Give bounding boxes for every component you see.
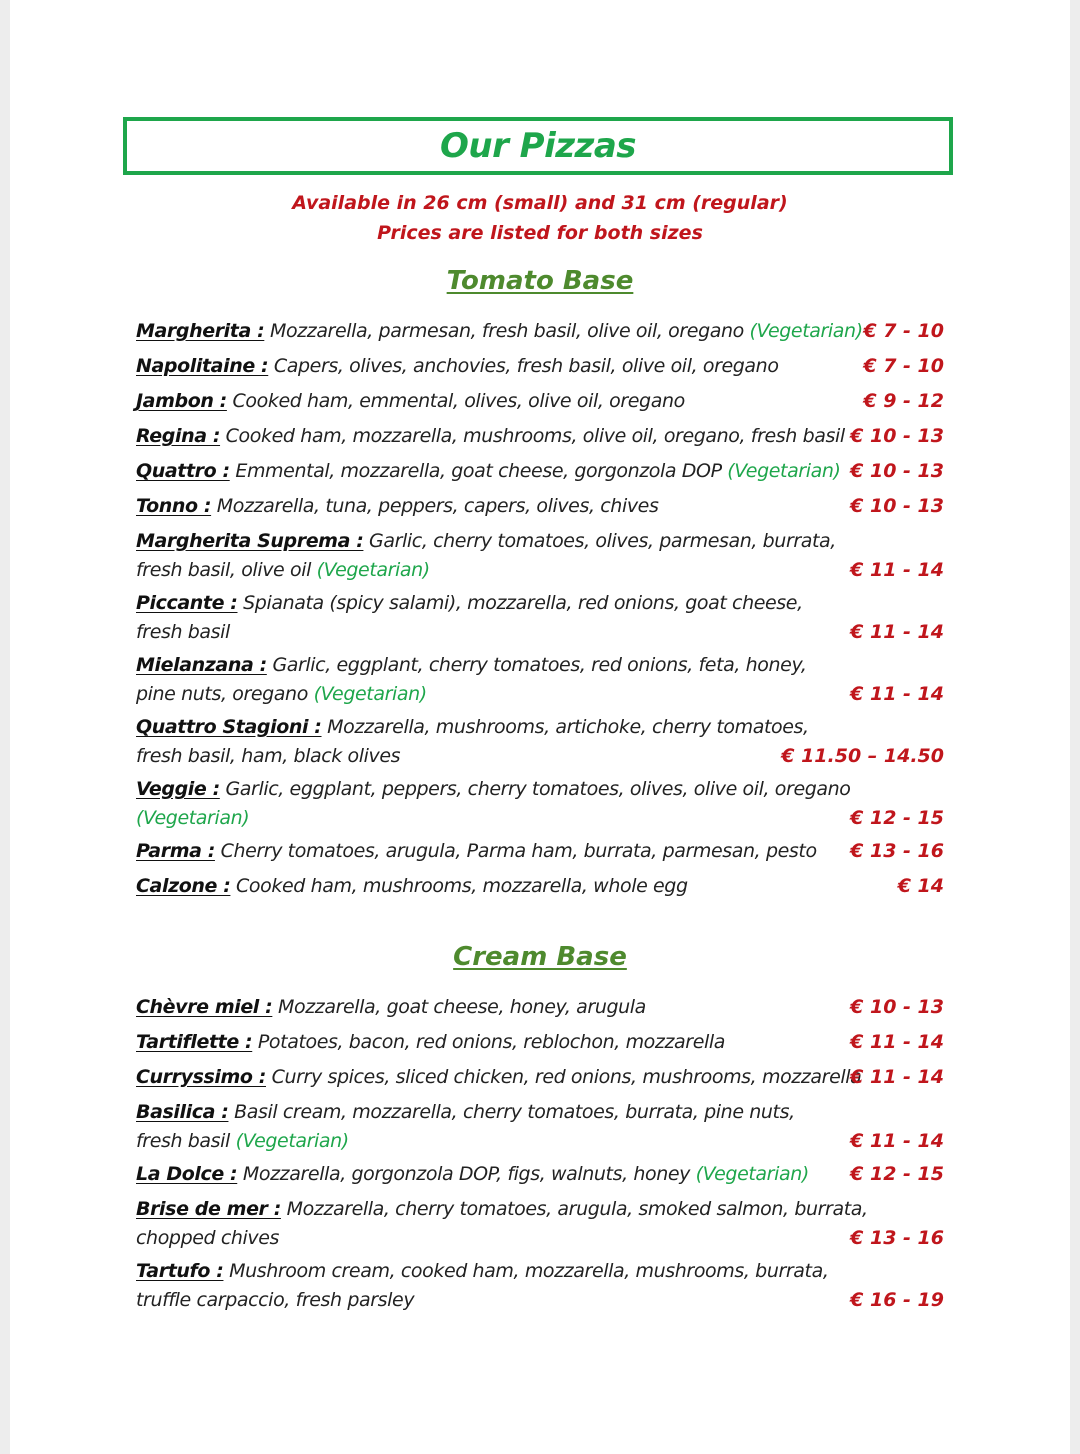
pizza-ingredients: Capers, olives, anchovies, fresh basil, olive oil, oregano <box>268 355 779 377</box>
pizza-name: Tartiflette : <box>136 1031 253 1053</box>
pizza-ingredients: Mushroom cream, cooked ham, mozzarella, mushrooms, burrata, <box>223 1260 829 1282</box>
title-box <box>123 117 953 175</box>
menu-item <box>136 710 944 772</box>
pizza-price: € 11 - 14 <box>850 559 944 581</box>
menu-item-line <box>136 1126 944 1157</box>
menu-item-line <box>136 869 944 904</box>
menu-item <box>136 586 944 648</box>
menu-item <box>136 314 944 349</box>
pizza-ingredients-continued: fresh basil, olive oil <box>136 559 317 581</box>
pizza-price: € 11 - 14 <box>850 1066 944 1088</box>
vegetarian-tag: (Vegetarian) <box>727 460 841 482</box>
menu-item <box>136 1192 944 1254</box>
pizza-ingredients: Basil cream, mozzarella, cherry tomatoes, burrata, pine nuts, <box>228 1101 795 1123</box>
pizza-ingredients: Emmental, mozzarella, goat cheese, gorgonzola DOP <box>229 460 728 482</box>
pizza-name: Quattro : <box>136 460 230 482</box>
prices-note: Prices are listed for both sizes <box>377 222 703 244</box>
sizes-note: Available in 26 cm (small) and 31 cm (regular) <box>292 192 788 214</box>
menu-item <box>136 1254 944 1316</box>
pizza-ingredients: Mozzarella, gorgonzola DOP, figs, walnuts, honey <box>237 1163 696 1185</box>
menu-item <box>136 1095 944 1157</box>
pizza-ingredients-continued: fresh basil <box>136 621 230 643</box>
pizza-name: Brise de mer : <box>136 1198 281 1220</box>
pizza-name: Calzone : <box>136 875 231 897</box>
menu-item <box>136 1060 944 1095</box>
pizza-price: € 10 - 13 <box>850 495 944 517</box>
cream-base-heading: Cream Base <box>453 942 627 972</box>
pizza-price: € 12 - 15 <box>850 807 944 829</box>
pizza-ingredients: Cooked ham, mushrooms, mozzarella, whole egg <box>230 875 688 897</box>
menu-item-line <box>136 803 944 834</box>
menu-item-line <box>136 555 944 586</box>
vegetarian-tag: (Vegetarian) <box>749 320 863 342</box>
vegetarian-tag: (Vegetarian) <box>136 807 250 829</box>
menu-item <box>136 772 944 834</box>
menu-item-line <box>136 489 944 524</box>
vegetarian-tag: (Vegetarian) <box>316 559 430 581</box>
page-title: Our Pizzas <box>439 126 637 166</box>
pizza-name: Mielanzana : <box>136 654 267 676</box>
pizza-ingredients: Garlic, eggplant, peppers, cherry tomatoes, olives, olive oil, oregano <box>219 778 851 800</box>
pizza-ingredients: Mozzarella, tuna, peppers, capers, olives, chives <box>211 495 659 517</box>
menu-item-line <box>136 419 944 454</box>
menu-item-line <box>136 772 944 807</box>
pizza-ingredients: Mozzarella, parmesan, fresh basil, olive oil, oregano <box>264 320 750 342</box>
menu-item-line <box>136 314 944 349</box>
menu-item <box>136 869 944 904</box>
pizza-ingredients: Cherry tomatoes, arugula, Parma ham, burrata, parmesan, pesto <box>214 840 817 862</box>
vegetarian-tag: (Vegetarian) <box>235 1130 349 1152</box>
menu-item-line <box>136 710 944 745</box>
tomato-base-heading: Tomato Base <box>446 266 634 296</box>
menu-item-line <box>136 586 944 621</box>
pizza-ingredients: Garlic, cherry tomatoes, olives, parmesan, burrata, <box>363 530 836 552</box>
menu-item-line <box>136 384 944 419</box>
menu-item <box>136 834 944 869</box>
pizza-price: € 10 - 13 <box>850 996 944 1018</box>
pizza-ingredients: Mozzarella, goat cheese, honey, arugula <box>272 996 646 1018</box>
pizza-ingredients: Mozzarella, mushrooms, artichoke, cherry tomatoes, <box>321 716 809 738</box>
menu-item <box>136 990 944 1025</box>
menu-item <box>136 349 944 384</box>
pizza-ingredients-continued: chopped chives <box>136 1227 280 1249</box>
menu-item <box>136 524 944 586</box>
menu-item-line <box>136 1157 944 1192</box>
menu-item <box>136 1157 944 1192</box>
pizza-name: Margherita : <box>136 320 265 342</box>
menu-item <box>136 648 944 710</box>
pizza-name: Veggie : <box>136 778 220 800</box>
pizza-ingredients-continued: pine nuts, oregano <box>136 683 314 705</box>
pizza-name: Piccante : <box>136 592 238 614</box>
pizza-name: Tartufo : <box>136 1260 224 1282</box>
pizza-name: La Dolce : <box>136 1163 238 1185</box>
menu-item-line <box>136 349 944 384</box>
pizza-name: Basilica : <box>136 1101 229 1123</box>
pizza-name: Chèvre miel : <box>136 996 273 1018</box>
pizza-price: € 9 - 12 <box>863 390 944 412</box>
pizza-price: € 14 <box>897 875 944 897</box>
tomato-base-list <box>136 314 944 904</box>
pizza-name: Curryssimo : <box>136 1066 266 1088</box>
cream-base-list <box>136 990 944 1316</box>
pizza-name: Margherita Suprema : <box>136 530 364 552</box>
menu-item-line <box>136 524 944 559</box>
menu-item-line <box>136 1025 944 1060</box>
pizza-price: € 13 - 16 <box>850 1227 944 1249</box>
pizza-price: € 11 - 14 <box>850 621 944 643</box>
pizza-price: € 11 - 14 <box>850 1130 944 1152</box>
pizza-ingredients: Mozzarella, cherry tomatoes, arugula, smoked salmon, burrata, <box>280 1198 868 1220</box>
menu-page <box>10 0 1070 1454</box>
pizza-ingredients-continued: fresh basil <box>136 1130 236 1152</box>
pizza-price: € 11 - 14 <box>850 1031 944 1053</box>
pizza-ingredients: Curry spices, sliced chicken, red onions, mushrooms, mozzarella <box>266 1066 862 1088</box>
pizza-price: € 16 - 19 <box>850 1289 944 1311</box>
pizza-price: € 11.50 – 14.50 <box>781 745 944 767</box>
vegetarian-tag: (Vegetarian) <box>313 683 427 705</box>
pizza-name: Napolitaine : <box>136 355 269 377</box>
pizza-price: € 10 - 13 <box>850 460 944 482</box>
pizza-ingredients: Cooked ham, mozzarella, mushrooms, olive oil, oregano, fresh basil <box>220 425 845 447</box>
pizza-ingredients: Garlic, eggplant, cherry tomatoes, red onions, feta, honey, <box>266 654 807 676</box>
menu-item <box>136 419 944 454</box>
menu-item-line <box>136 1285 944 1316</box>
pizza-price: € 13 - 16 <box>850 840 944 862</box>
menu-item-line <box>136 617 944 648</box>
menu-item-line <box>136 1223 944 1254</box>
menu-item-line <box>136 648 944 683</box>
pizza-price: € 7 - 10 <box>863 355 944 377</box>
pizza-name: Regina : <box>136 425 221 447</box>
menu-item-line <box>136 1060 944 1095</box>
pizza-ingredients: Spianata (spicy salami), mozzarella, red onions, goat cheese, <box>237 592 803 614</box>
menu-item-line <box>136 1095 944 1130</box>
pizza-name: Tonno : <box>136 495 212 517</box>
menu-item-line <box>136 679 944 710</box>
menu-item-line <box>136 1192 944 1227</box>
menu-item-line <box>136 1254 944 1289</box>
menu-item <box>136 454 944 489</box>
pizza-name: Jambon : <box>136 390 227 412</box>
menu-item <box>136 1025 944 1060</box>
menu-item-line <box>136 454 944 489</box>
pizza-ingredients-continued: truffle carpaccio, fresh parsley <box>136 1289 415 1311</box>
pizza-price: € 10 - 13 <box>850 425 944 447</box>
pizza-ingredients: Potatoes, bacon, red onions, reblochon, mozzarella <box>252 1031 725 1053</box>
pizza-price: € 7 - 10 <box>863 320 944 342</box>
menu-item-line <box>136 990 944 1025</box>
pizza-ingredients-continued: fresh basil, ham, black olives <box>136 745 401 767</box>
pizza-name: Quattro Stagioni : <box>136 716 322 738</box>
pizza-ingredients: Cooked ham, emmental, olives, olive oil, oregano <box>226 390 685 412</box>
vegetarian-tag: (Vegetarian) <box>695 1163 809 1185</box>
menu-item <box>136 384 944 419</box>
pizza-name: Parma : <box>136 840 215 862</box>
menu-item <box>136 489 944 524</box>
pizza-price: € 12 - 15 <box>850 1163 944 1185</box>
menu-item-line <box>136 834 944 869</box>
pizza-price: € 11 - 14 <box>850 683 944 705</box>
